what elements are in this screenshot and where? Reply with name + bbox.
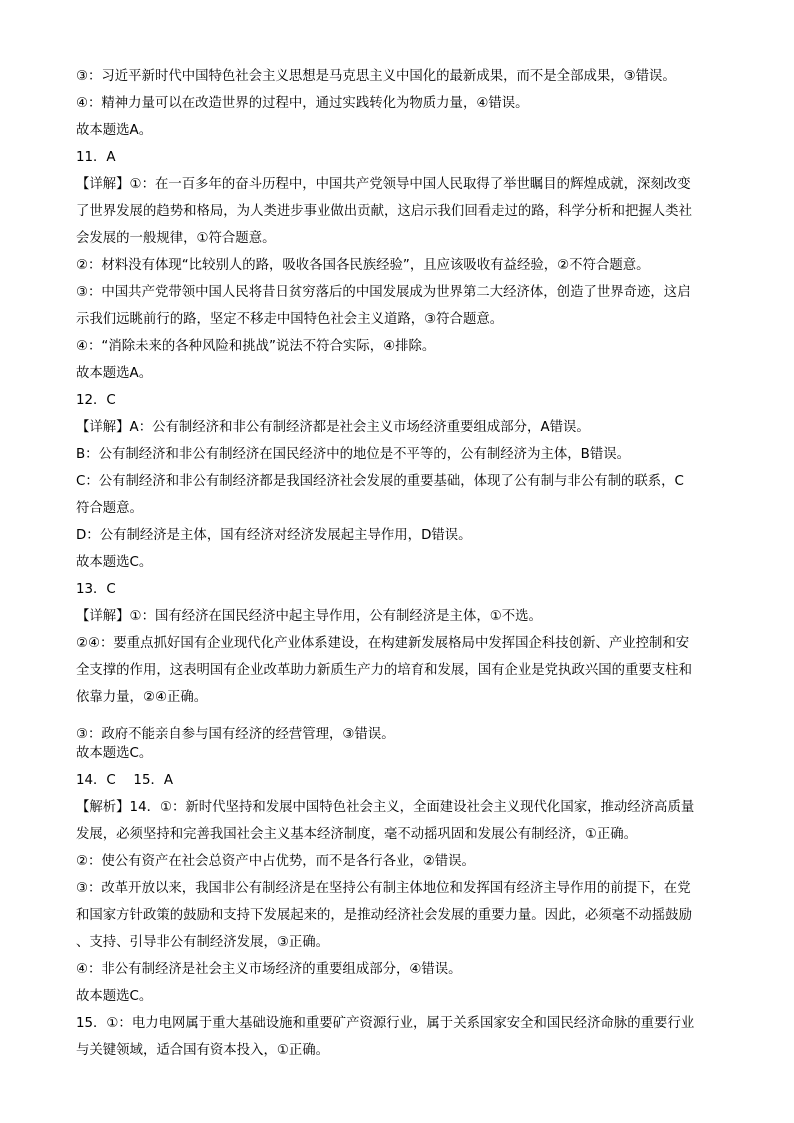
text-line: ②④：要重点抓好国有企业现代化产业体系建设，在构建新发展格局中发挥国企科技创新、产业控制和安 [76,636,690,651]
text-line: ②：材料没有体现“比较别人的路，吸收各国各民族经验”，且应该吸收有益经验，②不符合题意。 [76,258,650,273]
text-line: 【解析】14．①：新时代坚持和发展中国特色社会主义，全面建设社会主义现代化国家，推动经济高质量 [76,800,695,815]
text-line: 故本题选A。 [76,123,153,138]
text-line: 故本题选C。 [76,989,153,1004]
question-number: 14．C 15．A [76,773,174,788]
text-line: 【详解】A：公有制经济和非公有制经济都是社会主义市场经济重要组成部分，A错误。 [76,420,590,435]
question-number: 12．C [76,393,116,408]
text-line: ③：中国共产党带领中国人民将昔日贫穷落后的中国发展成为世界第二大经济体，创造了世界奇迹，这启 [76,285,691,300]
text-line: D：公有制经济是主体，国有经济对经济发展起主导作用，D错误。 [76,528,472,543]
text-line: 了世界发展的趋势和格局，为人类进步事业做出贡献，这启示我们回看走过的路，科学分析和把握人类社 [76,204,692,219]
text-line: 故本题选C。 [76,746,153,761]
text-line: 示我们远眺前行的路，坚定不移走中国特色社会主义道路，③符合题意。 [76,312,504,327]
text-line: 与关键领域，适合国有资本投入，①正确。 [76,1043,330,1058]
text-line: ③：政府不能亲自参与国有经济的经营管理，③错误。 [76,727,395,742]
text-line: 依靠力量，②④正确。 [76,690,208,705]
text-line: 会发展的一般规律，①符合题意。 [76,231,276,246]
text-line: ④：“消除未来的各种风险和挑战”说法不符合实际，④排除。 [76,339,436,354]
text-line: B：公有制经济和非公有制经济在国民经济中的地位是不平等的，公有制经济为主体，B错误。 [76,447,630,462]
text-line: 故本题选A。 [76,366,153,381]
text-line: 符合题意。 [76,501,143,516]
document-body [76,63,720,1064]
text-line: 全支撑的作用，这表明国有企业改革助力新质生产力的培育和发展，国有企业是党执政兴国的重要支柱和 [76,663,692,678]
text-line: ③：习近平新时代中国特色社会主义思想是马克思主义中国化的最新成果，而不是全部成果，③错误。 [76,69,676,84]
text-line: 【详解】①：国有经济在国民经济中起主导作用，公有制经济是主体，①不选。 [76,609,542,624]
text-line: 、支持、引导非公有制经济发展，③正确。 [76,935,330,950]
question-number: 13．C [76,582,116,597]
question-number: 11．A [76,150,116,165]
text-line: C：公有制经济和非公有制经济都是我国经济社会发展的重要基础，体现了公有制与非公有制的联系，C [76,474,684,489]
text-line: ③：改革开放以来，我国非公有制经济是在坚持公有制主体地位和发挥国有经济主导作用的前提下，在党 [76,881,691,896]
text-line: 15．①：电力电网属于重大基础设施和重要矿产资源行业，属于关系国家安全和国民经济命脉的重要行业 [76,1016,695,1031]
text-line: 发展，必须坚持和完善我国社会主义基本经济制度，毫不动摇巩固和发展公有制经济，①正确。 [76,827,638,842]
text-line: ②：使公有资产在社会总资产中占优势，而不是各行各业，②错误。 [76,854,475,869]
text-line: ④：非公有制经济是社会主义市场经济的重要组成部分，④错误。 [76,962,462,977]
text-line: 故本题选C。 [76,555,153,570]
text-line: 和国家方针政策的鼓励和支持下发展起来的，是推动经济社会发展的重要力量。因此，必须毫不动摇鼓励 [76,908,692,923]
text-line: ④：精神力量可以在改造世界的过程中，通过实践转化为物质力量，④错误。 [76,96,529,111]
text-line: 【详解】①：在一百多年的奋斗历程中，中国共产党领导中国人民取得了举世瞩目的辉煌成就，深刻改变 [76,177,691,192]
